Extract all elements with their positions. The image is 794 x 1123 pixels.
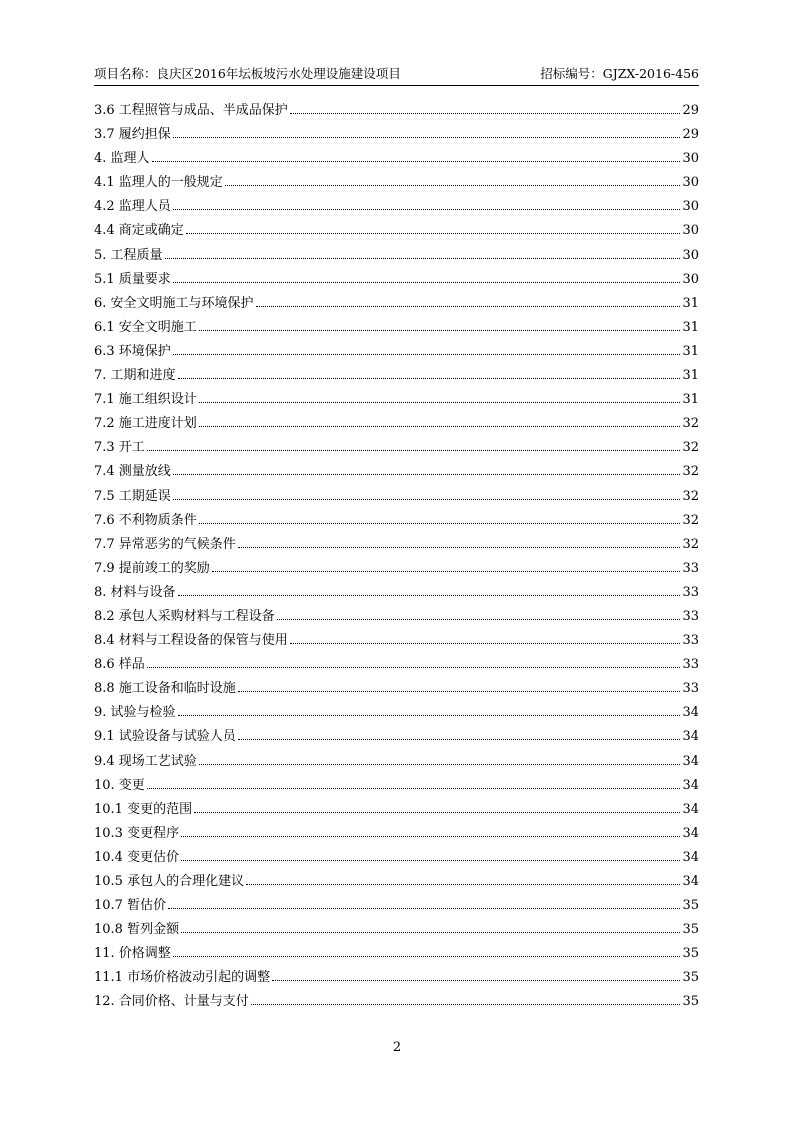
dot-leader	[256, 292, 681, 307]
dot-leader	[272, 966, 680, 981]
dot-leader	[277, 605, 681, 620]
dot-leader	[173, 942, 681, 957]
table-of-contents	[94, 99, 699, 1015]
dot-leader	[290, 99, 681, 114]
toc-entry[interactable]	[94, 557, 699, 581]
toc-entry-label: 7. 工期和进度	[94, 368, 176, 384]
toc-entry[interactable]	[94, 195, 699, 219]
toc-entry-page: 35	[682, 922, 699, 938]
toc-entry[interactable]	[94, 798, 699, 822]
toc-entry-label: 7.7 异常恶劣的气候条件	[94, 536, 236, 552]
toc-entry-page: 31	[682, 343, 699, 359]
toc-entry-label: 5. 工程质量	[94, 247, 163, 263]
toc-entry-label: 6. 安全文明施工与环境保护	[94, 295, 254, 311]
toc-entry-label: 5.1 质量要求	[94, 271, 171, 287]
toc-entry-page: 35	[682, 946, 699, 962]
toc-entry-label: 7.1 施工组织设计	[94, 392, 197, 408]
toc-entry-page: 30	[682, 175, 699, 191]
toc-entry-label: 12. 合同价格、计量与支付	[94, 994, 249, 1010]
toc-entry-label: 7.9 提前竣工的奖励	[94, 560, 210, 576]
toc-entry-page: 34	[682, 753, 699, 769]
bid-number: 招标编号：GJZX-2016-456	[540, 66, 699, 81]
dot-leader	[225, 171, 681, 186]
toc-entry-label: 9.1 试验设备与试验人员	[94, 729, 236, 745]
toc-entry-page: 34	[682, 849, 699, 865]
toc-entry-label: 9. 试验与检验	[94, 705, 176, 721]
toc-entry-page: 31	[682, 392, 699, 408]
toc-entry-label: 7.2 施工进度计划	[94, 416, 197, 432]
page-number: 2	[392, 1040, 402, 1055]
toc-entry[interactable]	[94, 918, 699, 942]
toc-entry[interactable]	[94, 870, 699, 894]
toc-entry-label: 8.6 样品	[94, 657, 145, 673]
toc-entry[interactable]	[94, 942, 699, 966]
dot-leader	[194, 798, 680, 813]
dot-leader	[181, 822, 680, 837]
dot-leader	[238, 533, 681, 548]
dot-leader	[173, 123, 681, 138]
toc-entry-label: 6.3 环境保护	[94, 343, 171, 359]
dot-leader	[181, 846, 680, 861]
dot-leader	[178, 581, 681, 596]
toc-entry[interactable]	[94, 436, 699, 460]
toc-entry[interactable]	[94, 340, 699, 364]
toc-entry-label: 7.4 测量放线	[94, 464, 171, 480]
dot-leader	[246, 870, 680, 885]
toc-entry-label: 4. 监理人	[94, 151, 150, 167]
toc-entry-label: 10.1 变更的范围	[94, 801, 193, 817]
toc-entry-page: 32	[682, 512, 699, 528]
toc-entry-page: 34	[682, 705, 699, 721]
toc-entry-page: 31	[682, 368, 699, 384]
toc-entry[interactable]	[94, 485, 699, 509]
dot-leader	[173, 195, 681, 210]
toc-entry[interactable]	[94, 388, 699, 412]
toc-entry[interactable]	[94, 219, 699, 243]
toc-entry[interactable]	[94, 822, 699, 846]
toc-entry-label: 8. 材料与设备	[94, 584, 176, 600]
toc-entry-label: 3.6 工程照管与成品、半成品保护	[94, 103, 288, 118]
toc-entry-page: 30	[682, 271, 699, 287]
dot-leader	[212, 557, 681, 572]
toc-entry-page: 30	[682, 199, 699, 215]
toc-entry-page: 33	[682, 560, 699, 576]
toc-entry[interactable]	[94, 147, 699, 171]
toc-entry-page: 32	[682, 488, 699, 504]
toc-entry-label: 10. 变更	[94, 777, 145, 793]
toc-entry[interactable]	[94, 292, 699, 316]
dot-leader	[181, 918, 680, 933]
dot-leader	[199, 509, 681, 524]
toc-entry[interactable]	[94, 653, 699, 677]
dot-leader	[147, 653, 681, 668]
dot-leader	[199, 316, 681, 331]
toc-entry-page: 34	[682, 777, 699, 793]
toc-entry-page: 32	[682, 416, 699, 432]
toc-entry[interactable]	[94, 605, 699, 629]
dot-leader	[152, 147, 681, 162]
toc-entry-page: 30	[682, 223, 699, 239]
page-header	[94, 65, 699, 86]
toc-entry-page: 33	[682, 608, 699, 624]
toc-entry-label: 9.4 现场工艺试验	[94, 753, 197, 769]
toc-entry-page: 31	[682, 319, 699, 335]
toc-entry-label: 3.7 履约担保	[94, 127, 171, 143]
toc-entry-page: 35	[682, 970, 699, 986]
toc-entry[interactable]	[94, 990, 699, 1014]
toc-entry[interactable]	[94, 774, 699, 798]
toc-entry-page: 34	[682, 825, 699, 841]
dot-leader	[238, 677, 681, 692]
toc-entry[interactable]	[94, 99, 699, 123]
toc-entry-page: 35	[682, 898, 699, 914]
toc-entry-page: 32	[682, 536, 699, 552]
toc-entry-label: 10.4 变更估价	[94, 849, 180, 865]
dot-leader	[165, 244, 681, 259]
toc-entry-label: 10.8 暂列金额	[94, 922, 180, 938]
toc-entry-page: 33	[682, 681, 699, 697]
dot-leader	[173, 268, 681, 283]
toc-entry[interactable]	[94, 846, 699, 870]
toc-entry[interactable]	[94, 533, 699, 557]
toc-entry[interactable]	[94, 509, 699, 533]
toc-entry-label: 11.1 市场价格波动引起的调整	[94, 970, 271, 986]
toc-entry[interactable]	[94, 364, 699, 388]
toc-entry-label: 10.5 承包人的合理化建议	[94, 874, 245, 889]
dot-leader	[147, 436, 681, 451]
toc-entry[interactable]	[94, 123, 699, 147]
toc-entry-page: 34	[682, 874, 699, 889]
toc-entry-page: 33	[682, 633, 699, 649]
toc-entry-label: 8.2 承包人采购材料与工程设备	[94, 608, 275, 624]
toc-entry-label: 4.4 商定或确定	[94, 223, 184, 239]
toc-entry-label: 7.6 不利物质条件	[94, 512, 197, 528]
toc-entry-page: 30	[682, 151, 699, 167]
dot-leader	[199, 412, 681, 427]
dot-leader	[147, 774, 681, 789]
dot-leader	[168, 894, 680, 909]
dot-leader	[173, 460, 681, 475]
dot-leader	[173, 485, 681, 500]
toc-entry-page: 30	[682, 247, 699, 263]
toc-entry[interactable]	[94, 677, 699, 701]
toc-entry[interactable]	[94, 460, 699, 484]
dot-leader	[199, 388, 681, 403]
dot-leader	[186, 219, 681, 234]
toc-entry-label: 7.3 开工	[94, 440, 145, 456]
toc-entry-label: 8.4 材料与工程设备的保管与使用	[94, 633, 288, 649]
toc-entry[interactable]	[94, 268, 699, 292]
toc-entry[interactable]	[94, 412, 699, 436]
toc-entry-label: 8.8 施工设备和临时设施	[94, 681, 236, 697]
toc-entry-page: 32	[682, 440, 699, 456]
toc-entry[interactable]	[94, 966, 699, 990]
toc-entry[interactable]	[94, 894, 699, 918]
dot-leader	[251, 990, 681, 1005]
dot-leader	[238, 725, 681, 740]
toc-entry[interactable]	[94, 316, 699, 340]
dot-leader	[178, 364, 681, 379]
toc-entry[interactable]	[94, 750, 699, 774]
toc-entry-page: 31	[682, 295, 699, 311]
toc-entry-page: 32	[682, 464, 699, 480]
toc-entry-page: 33	[682, 584, 699, 600]
toc-entry-page: 34	[682, 801, 699, 817]
toc-entry[interactable]	[94, 581, 699, 605]
toc-entry-page: 29	[682, 127, 699, 143]
toc-entry[interactable]	[94, 244, 699, 268]
toc-entry[interactable]	[94, 629, 699, 653]
toc-entry-label: 11. 价格调整	[94, 946, 171, 962]
toc-entry[interactable]	[94, 701, 699, 725]
toc-entry-label: 4.2 监理人员	[94, 199, 171, 215]
toc-entry-label: 10.7 暂估价	[94, 898, 167, 914]
toc-entry[interactable]	[94, 171, 699, 195]
dot-leader	[178, 701, 681, 716]
toc-entry-label: 6.1 安全文明施工	[94, 319, 197, 335]
dot-leader	[290, 629, 681, 644]
dot-leader	[173, 340, 681, 355]
toc-entry-page: 35	[682, 994, 699, 1010]
project-name: 项目名称：良庆区2016年坛板坡污水处理设施建设项目	[94, 66, 401, 81]
toc-entry-page: 33	[682, 657, 699, 673]
toc-entry-label: 4.1 监理人的一般规定	[94, 175, 223, 191]
toc-entry-label: 7.5 工期延误	[94, 488, 171, 504]
toc-entry-label: 10.3 变更程序	[94, 825, 180, 841]
dot-leader	[199, 750, 681, 765]
toc-entry-page: 29	[682, 103, 699, 118]
toc-entry-page: 34	[682, 729, 699, 745]
toc-entry[interactable]	[94, 725, 699, 749]
